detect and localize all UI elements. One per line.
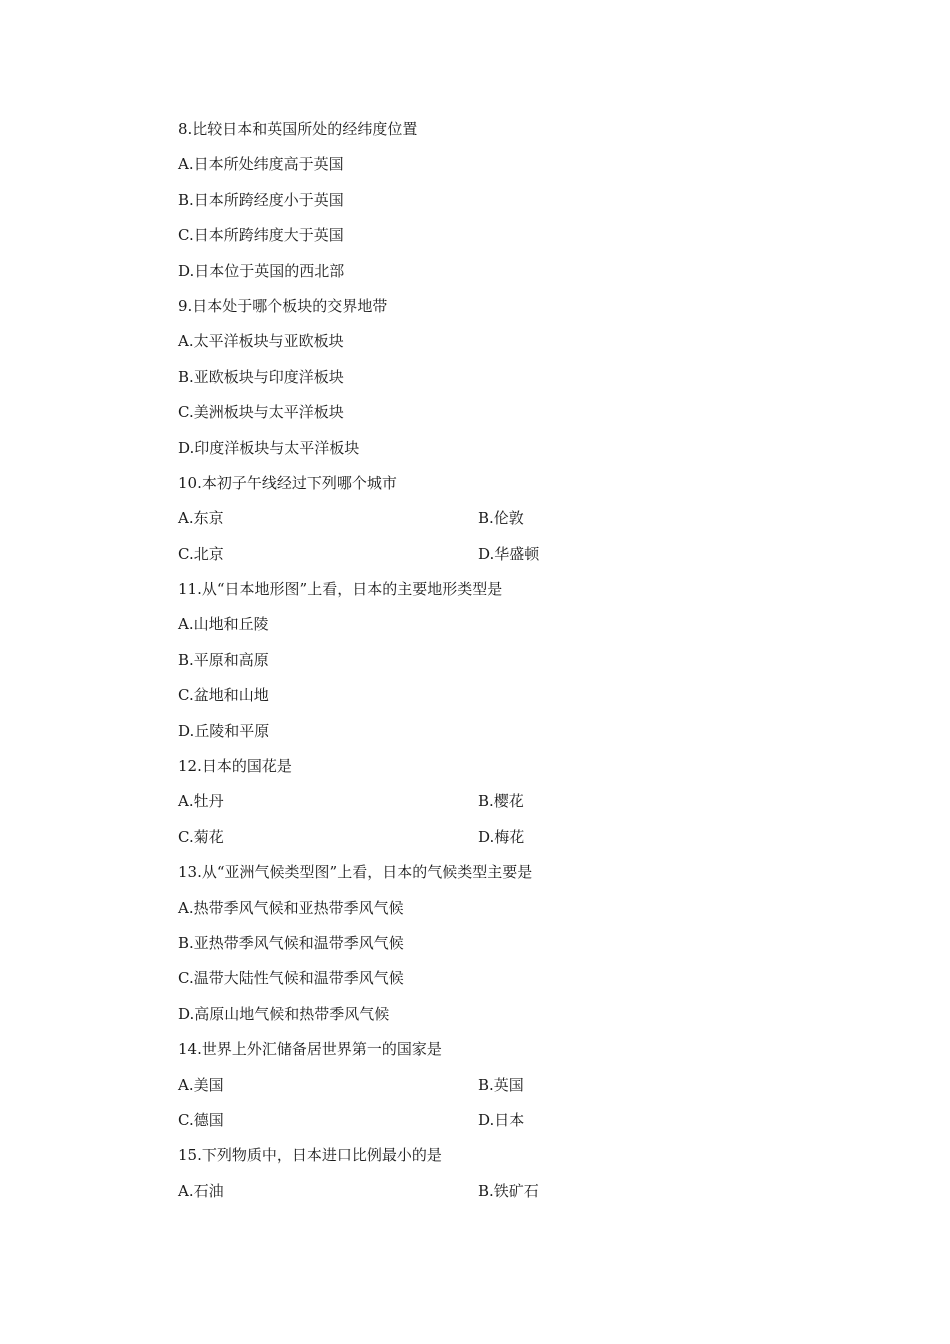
option-row (178, 501, 778, 536)
option-row (178, 1068, 778, 1103)
answer-option: B.平原和高原 (178, 650, 269, 669)
answer-option: B.日本所跨经度小于英国 (178, 190, 344, 209)
option-row (178, 537, 778, 572)
answer-option: D.丘陵和平原 (178, 721, 270, 740)
answer-option: C.温带大陆性气候和温带季风气候 (178, 969, 404, 988)
option-row (178, 1103, 778, 1138)
answer-option: D.梅花 (478, 827, 525, 846)
option-row (178, 784, 778, 819)
answer-option: B.亚欧板块与印度洋板块 (178, 367, 344, 386)
answer-option: D.日本位于英国的西北部 (178, 261, 345, 280)
answer-option: A.太平洋板块与亚欧板块 (178, 332, 344, 351)
answer-option: D.高原山地气候和热带季风气候 (178, 1004, 390, 1023)
option-row (178, 820, 778, 855)
question-stem: 9.日本处于哪个板块的交界地带 (178, 296, 388, 315)
answer-option: A.山地和丘陵 (178, 615, 269, 634)
answer-option: B.樱花 (478, 792, 524, 811)
answer-option: C.美洲板块与太平洋板块 (178, 403, 344, 422)
answer-option: C.德国 (178, 1110, 224, 1129)
answer-option: A.日本所处纬度高于英国 (178, 155, 344, 174)
answer-option: C.日本所跨纬度大于英国 (178, 226, 344, 245)
answer-option: C.北京 (178, 544, 224, 563)
question-stem: 10.本初子午线经过下列哪个城市 (178, 473, 397, 492)
answer-option: B.伦敦 (478, 509, 524, 528)
answer-option: C.菊花 (178, 827, 224, 846)
answer-option: A.石油 (178, 1181, 224, 1200)
answer-option: A.东京 (178, 509, 224, 528)
answer-option: D.华盛顿 (478, 544, 540, 563)
answer-option: A.美国 (178, 1075, 224, 1094)
question-stem: 12.日本的国花是 (178, 757, 292, 776)
answer-option: D.印度洋板块与太平洋板块 (178, 438, 360, 457)
answer-option: C.盆地和山地 (178, 686, 269, 705)
question-stem: 11.从“日本地形图”上看，日本的主要地形类型是 (178, 580, 503, 599)
answer-option: A.牡丹 (178, 792, 224, 811)
answer-option: D.日本 (478, 1110, 525, 1129)
question-stem: 8.比较日本和英国所处的经纬度位置 (178, 120, 418, 138)
exam-page (178, 112, 778, 1209)
answer-option: B.铁矿石 (478, 1181, 539, 1200)
question-stem: 14.世界上外汇储备居世界第一的国家是 (178, 1040, 442, 1059)
question-stem: 13.从“亚洲气候类型图”上看，日本的气候类型主要是 (178, 863, 533, 882)
answer-option: B.英国 (478, 1075, 524, 1094)
option-row (178, 1174, 778, 1209)
answer-option: A.热带季风气候和亚热带季风气候 (178, 898, 404, 917)
answer-option: B.亚热带季风气候和温带季风气候 (178, 933, 404, 952)
question-stem: 15.下列物质中，日本进口比例最小的是 (178, 1146, 442, 1165)
